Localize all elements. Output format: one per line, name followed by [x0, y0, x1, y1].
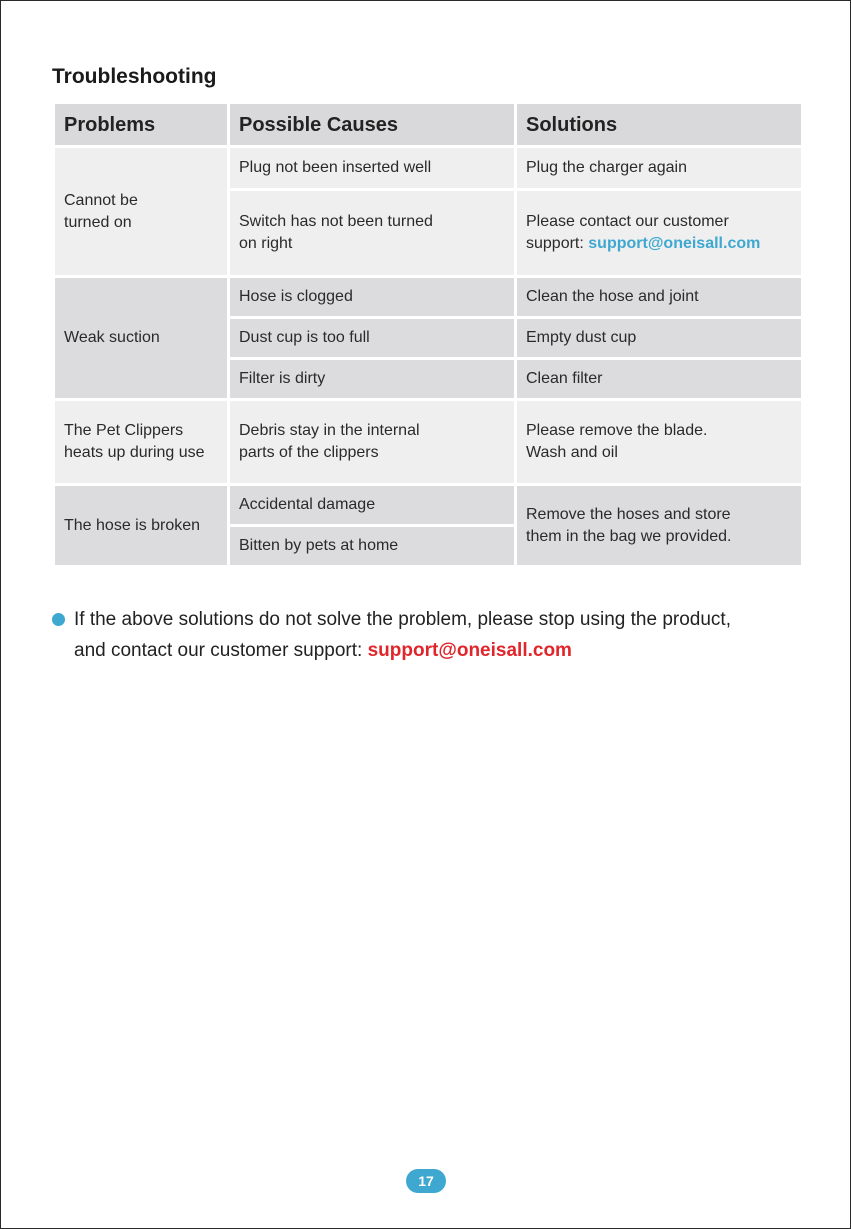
cause-cell — [229, 190, 516, 277]
solution-text-line: Remove the hoses and store — [526, 505, 731, 523]
support-note — [52, 604, 792, 666]
header-possible-causes: Possible Causes — [229, 103, 516, 147]
cause-cell: Plug not been inserted well — [229, 147, 516, 190]
solution-text-line: support: — [526, 235, 589, 252]
cause-cell: Hose is clogged — [229, 277, 516, 318]
section-title: Troubleshooting — [52, 65, 217, 88]
cause-cell: Dust cup is too full — [229, 318, 516, 359]
cause-text-line: Debris stay in the internal — [239, 422, 420, 439]
problem-text-line: The Pet Clippers — [64, 422, 184, 439]
header-solutions: Solutions — [516, 103, 803, 147]
header-problems: Problems — [54, 103, 229, 147]
cause-text-line: Switch has not been turned — [239, 213, 433, 230]
problem-cell — [54, 400, 229, 485]
problem-text-line: Cannot be — [64, 191, 138, 209]
support-email-link[interactable]: support@oneisall.com — [367, 640, 572, 661]
solution-cell: Empty dust cup — [516, 318, 803, 359]
problem-cell: Weak suction — [54, 277, 229, 400]
table-row — [54, 277, 803, 318]
cause-cell: Accidental damage — [229, 485, 516, 526]
troubleshooting-table — [52, 101, 804, 568]
solution-text-line: Please remove the blade. — [526, 422, 708, 439]
solution-cell — [516, 400, 803, 485]
cause-text-line: on right — [239, 235, 293, 252]
note-line: If the above solutions do not solve the problem, please stop using the product, — [74, 609, 731, 630]
solution-cell — [516, 485, 803, 567]
table-header-row — [54, 103, 803, 147]
solution-cell: Clean the hose and joint — [516, 277, 803, 318]
note-line: and contact our customer support: — [74, 640, 368, 661]
table-row — [54, 485, 803, 526]
table-row — [54, 147, 803, 190]
solution-cell — [516, 190, 803, 277]
problem-cell — [54, 147, 229, 277]
table-row — [54, 400, 803, 485]
solution-cell: Clean filter — [516, 359, 803, 400]
cause-cell — [229, 400, 516, 485]
cause-cell: Filter is dirty — [229, 359, 516, 400]
solution-cell: Plug the charger again — [516, 147, 803, 190]
problem-text-line: heats up during use — [64, 444, 205, 461]
solution-text-line: them in the bag we provided. — [526, 527, 732, 545]
solution-text-line: Wash and oil — [526, 444, 618, 461]
cause-text-line: parts of the clippers — [239, 444, 379, 461]
problem-cell: The hose is broken — [54, 485, 229, 567]
solution-text-line: Please contact our customer — [526, 213, 729, 230]
support-note-text — [74, 604, 792, 666]
support-email-link[interactable]: support@oneisall.com — [588, 235, 761, 252]
bullet-dot-icon — [52, 613, 65, 626]
page-number-badge: 17 — [406, 1169, 446, 1193]
problem-text-line: turned on — [64, 213, 132, 231]
cause-cell: Bitten by pets at home — [229, 526, 516, 567]
